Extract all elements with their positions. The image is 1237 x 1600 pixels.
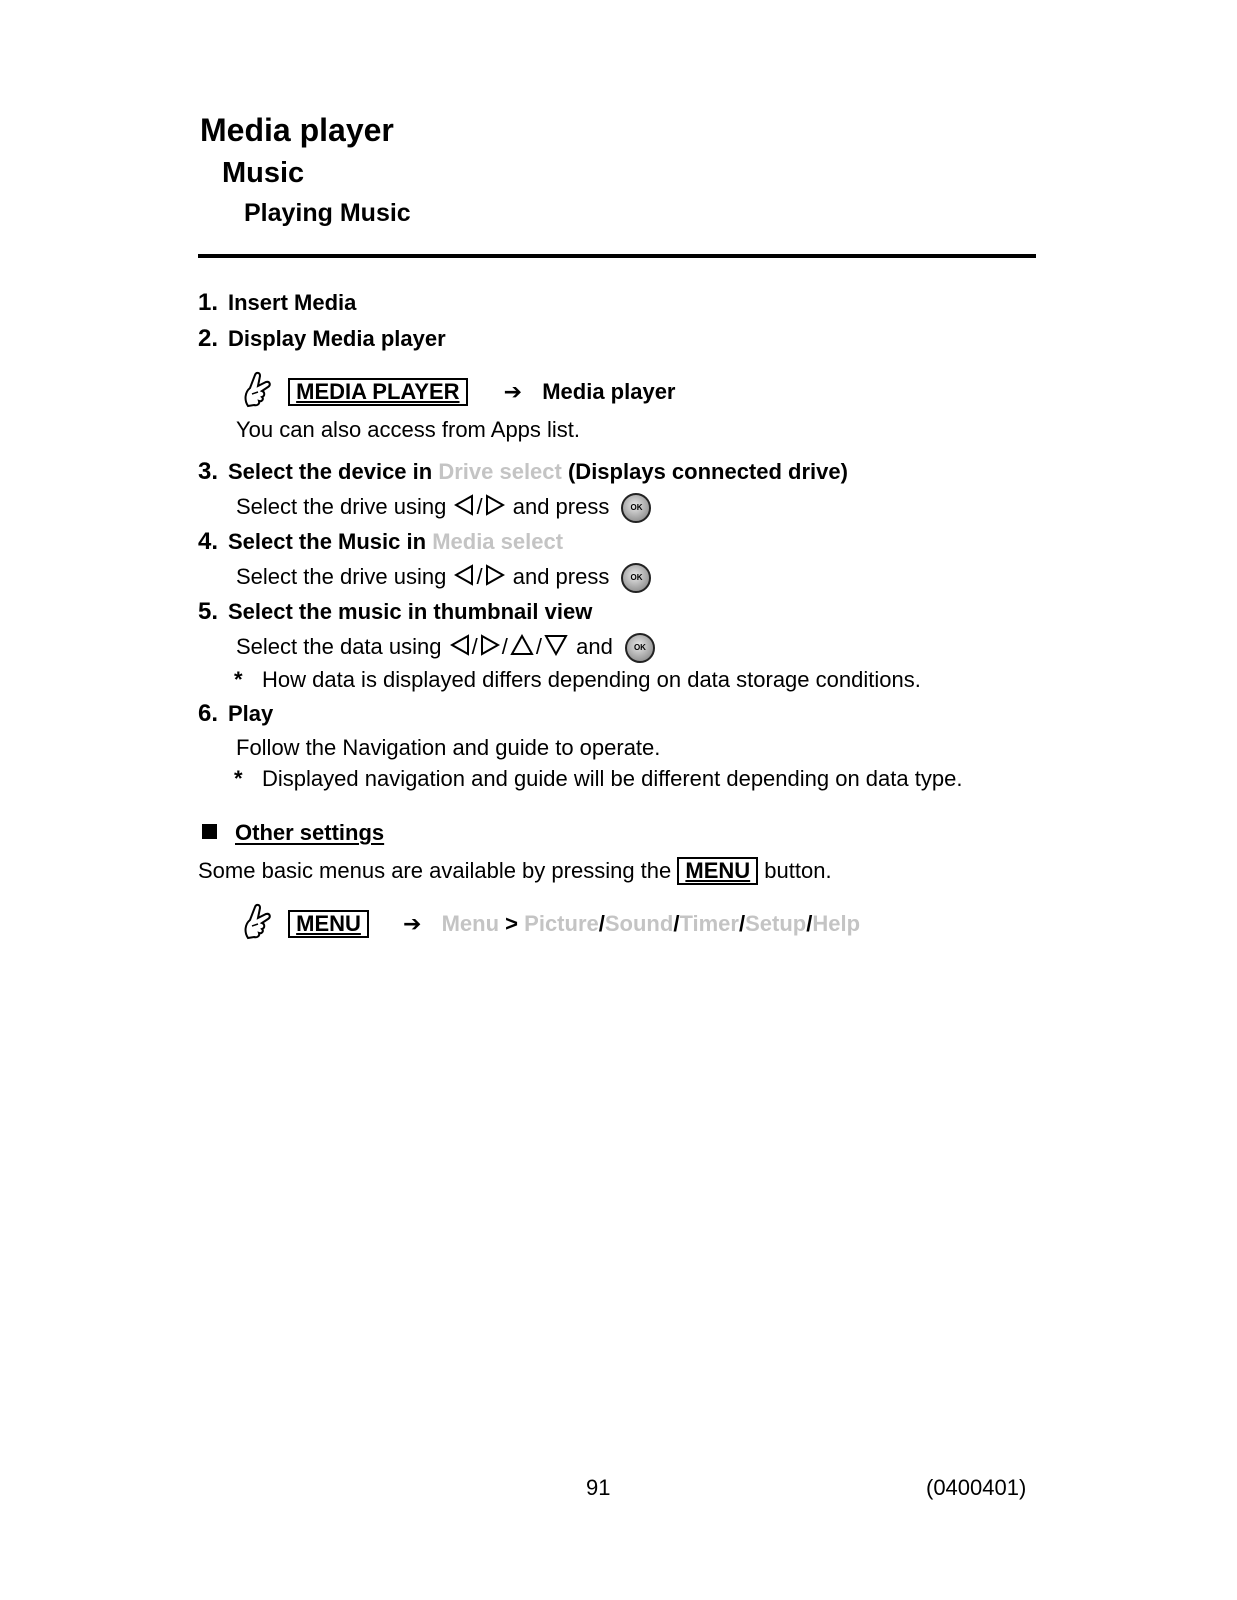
step-title: Select the music in thumbnail view — [228, 599, 593, 624]
path-slash: / — [673, 910, 680, 936]
step-5 — [198, 598, 592, 626]
step-4 — [198, 528, 563, 556]
step-number: 3. — [198, 458, 219, 485]
body-text: and — [576, 633, 613, 659]
right-arrow-icon — [480, 634, 500, 662]
page-number: 91 — [586, 1475, 611, 1500]
remote-control-icon — [242, 370, 272, 416]
step-6-body: Follow the Navigation and guide to operate. — [236, 735, 661, 760]
step-number: 1. — [198, 289, 219, 316]
step-title-pre: Select the Music in — [228, 529, 427, 554]
step-title: Insert Media — [228, 290, 357, 315]
note-star: * — [234, 667, 243, 692]
menu-key: MENU — [288, 910, 369, 938]
note-text: How data is displayed differs depending on data storage conditions. — [262, 667, 921, 692]
menu-key: MENU — [677, 857, 758, 885]
step-number: 6. — [198, 700, 219, 727]
body-text: Select the data using — [236, 633, 442, 659]
right-arrow-icon — [485, 494, 505, 522]
step-4-body — [236, 563, 651, 593]
media-select-label: Media select — [432, 529, 564, 554]
ok-button-icon: OK — [625, 633, 655, 663]
right-arrow-icon — [485, 564, 505, 592]
menu-path-sound: Sound — [604, 910, 674, 936]
other-settings-body — [198, 857, 832, 885]
step-number: 2. — [198, 325, 219, 352]
section-title: Playing Music — [244, 199, 411, 227]
left-arrow-icon — [450, 634, 470, 662]
note-text: Displayed navigation and guide will be different depending on data type. — [262, 766, 963, 791]
menu-path-help: Help — [812, 910, 861, 936]
step-3 — [198, 458, 848, 486]
path-slash: / — [806, 910, 813, 936]
up-arrow-icon — [510, 634, 534, 662]
menu-path-timer: Timer — [679, 910, 739, 936]
step-2 — [198, 325, 446, 353]
page-subtitle: Music — [222, 157, 305, 189]
step-number: 4. — [198, 528, 219, 555]
slash: / — [501, 633, 508, 659]
heading-divider — [198, 254, 1036, 258]
body-text: button. — [764, 858, 832, 883]
slash: / — [535, 633, 542, 659]
path-separator: > — [505, 910, 519, 936]
bullet-square-icon — [202, 824, 217, 839]
slash: / — [476, 493, 483, 519]
step-6 — [198, 700, 273, 728]
step-title: Display Media player — [228, 326, 446, 351]
menu-path-setup: Setup — [745, 910, 807, 936]
slash: / — [476, 563, 483, 589]
step-5-body — [236, 633, 655, 663]
step-title-post: (Displays connected drive) — [567, 459, 848, 484]
body-text: Select the drive using — [236, 493, 447, 519]
page-title: Media player — [200, 112, 394, 148]
step-title-pre: Select the device in — [228, 459, 433, 484]
ok-button-icon: OK — [621, 563, 651, 593]
step-2-instruction — [242, 370, 676, 416]
step-3-body — [236, 493, 651, 523]
body-text: Some basic menus are available by pressing the — [198, 858, 672, 883]
note-star: * — [234, 766, 243, 791]
ok-button-icon: OK — [621, 493, 651, 523]
left-arrow-icon — [454, 564, 474, 592]
step-2-body: You can also access from Apps list. — [236, 417, 581, 442]
media-player-key: MEDIA PLAYER — [288, 378, 467, 406]
step-number: 5. — [198, 598, 219, 625]
body-text: and press — [512, 493, 610, 519]
menu-path-picture: Picture — [524, 910, 599, 936]
menu-path — [242, 902, 860, 948]
target-label: Media player — [542, 378, 676, 404]
left-arrow-icon — [454, 494, 474, 522]
down-arrow-icon — [544, 634, 568, 662]
body-text: and press — [512, 563, 610, 589]
step-5-note — [234, 667, 921, 693]
other-settings-title: Other settings — [235, 820, 385, 845]
document-code: (0400401) — [926, 1475, 1027, 1500]
step-title: Play — [228, 701, 274, 726]
other-settings-heading — [202, 820, 384, 846]
step-1 — [198, 289, 356, 317]
step-6-note — [234, 766, 962, 792]
arrow-icon: ➔ — [403, 910, 422, 936]
remote-control-icon — [242, 902, 272, 948]
path-slash: / — [738, 910, 746, 936]
arrow-icon: ➔ — [503, 378, 523, 404]
slash: / — [471, 633, 478, 659]
menu-path-root: Menu — [441, 910, 500, 936]
body-text: Select the drive using — [236, 563, 447, 589]
path-slash: / — [598, 910, 605, 936]
drive-select-label: Drive select — [438, 459, 562, 484]
